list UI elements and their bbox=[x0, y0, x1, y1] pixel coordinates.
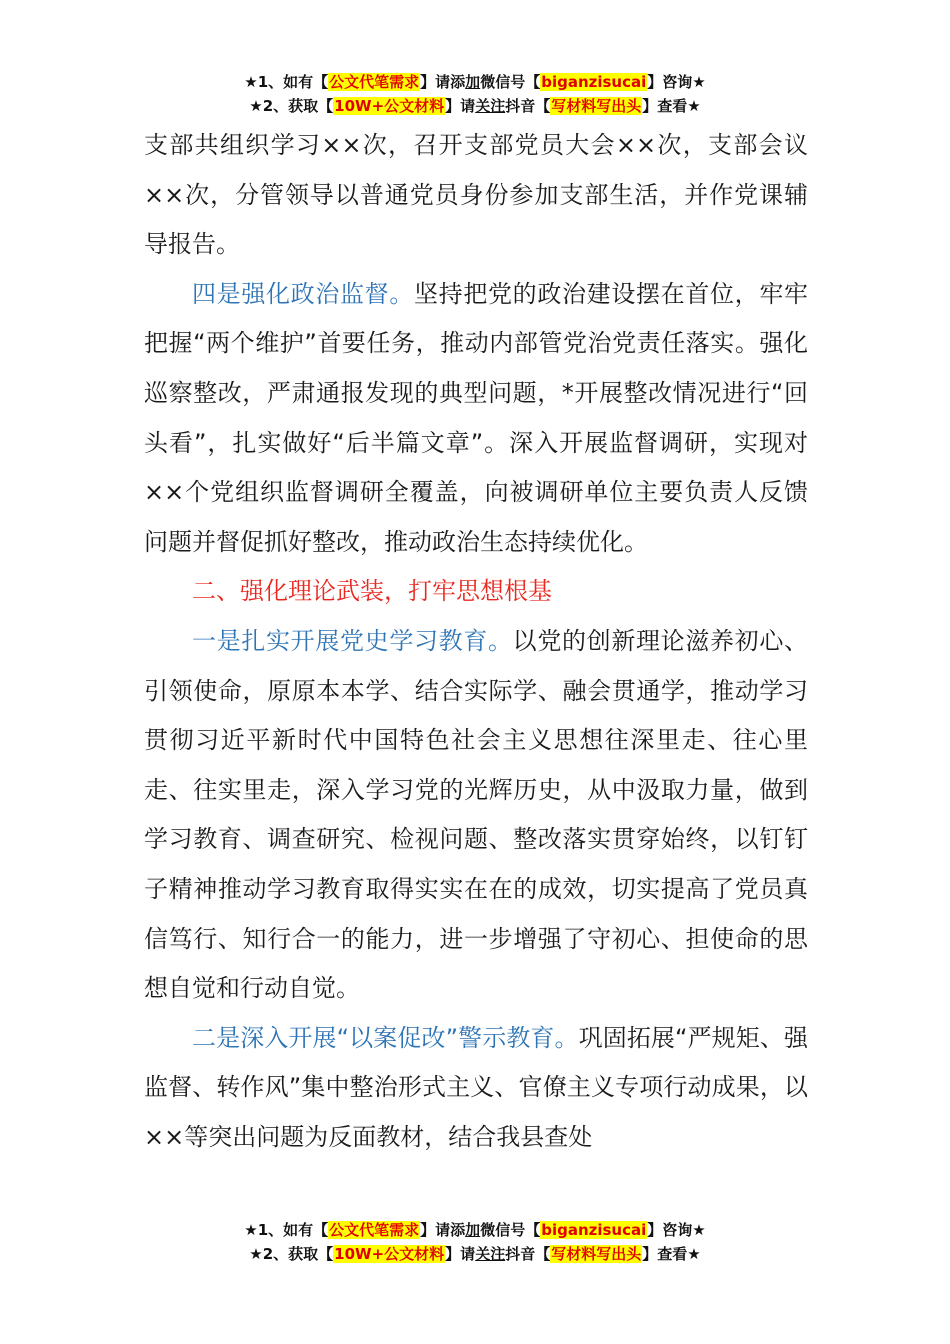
star-icon: ★ bbox=[249, 97, 263, 115]
banner-line-2: ★2、获取【10W+公文材料】请关注抖音【写材料写出头】查看★ bbox=[249, 1245, 701, 1263]
star-icon: ★ bbox=[692, 1221, 706, 1239]
star-icon: ★ bbox=[687, 1245, 701, 1263]
highlight-wechat-id: biganzisucai bbox=[541, 1221, 647, 1239]
star-icon: ★ bbox=[692, 73, 706, 91]
star-icon: ★ bbox=[244, 73, 258, 91]
highlight-materials: 10W+公文材料 bbox=[334, 97, 445, 115]
highlight-wechat-id: biganzisucai bbox=[541, 73, 647, 91]
document-body bbox=[144, 121, 808, 1162]
banner-line-1: ★1、如有【公文代笔需求】请添加微信号【biganzisucai】咨询★ bbox=[244, 73, 706, 91]
banner-line-2: ★2、获取【10W+公文材料】请关注抖音【写材料写出头】查看★ bbox=[249, 97, 701, 115]
paragraph-heading: 四是强化政治监督。 bbox=[192, 279, 414, 308]
header-banner bbox=[0, 70, 950, 118]
highlight-douyin-account: 写材料写出头 bbox=[551, 97, 642, 115]
highlight-douyin-account: 写材料写出头 bbox=[551, 1245, 642, 1263]
footer-banner bbox=[0, 1218, 950, 1266]
star-icon: ★ bbox=[687, 97, 701, 115]
highlight-writing-service: 公文代笔需求 bbox=[329, 73, 420, 91]
star-icon: ★ bbox=[249, 1245, 263, 1263]
highlight-writing-service: 公文代笔需求 bbox=[329, 1221, 420, 1239]
highlight-materials: 10W+公文材料 bbox=[334, 1245, 445, 1263]
paragraph-3: 一是扎实开展党史学习教育。以党的创新理论滋养初心、引领使命，原原本本学、结合实际学、融会贯通学，推动学习贯彻习近平新时代中国特色社会主义思想往深里走、往心里走、往实里走，深入学习党的光辉历史，从中汲取力量，做到学习教育、调查研究、检视问题、整改落实贯穿始终，以钉钉子精神推动学习教育取得实实在在的成效，切实提高了党员真信笃行、知行合一的能力，进一步增强了守初心、担使命的思想自觉和行动自觉。 bbox=[144, 626, 809, 1003]
paragraph-heading: 一是扎实开展党史学习教育。 bbox=[192, 626, 513, 655]
star-icon: ★ bbox=[244, 1221, 258, 1239]
paragraph-1: 支部共组织学习××次，召开支部党员大会××次，支部会议××次，分管领导以普通党员身份参加支部生活，并作党课辅导报告。 bbox=[144, 131, 808, 259]
paragraph-4: 二是深入开展“以案促改”警示教育。巩固拓展“严规矩、强监督、转作风”集中整治形式主义、官僚主义专项行动成果，以××等突出问题为反面教材，结合我县查处 bbox=[144, 1023, 808, 1151]
section-title: 二、强化理论武装，打牢思想根基 bbox=[192, 577, 552, 606]
paragraph-2: 四是强化政治监督。坚持把党的政治建设摆在首位，牢牢把握“两个维护”首要任务，推动内部管党治党责任落实。强化巡察整改，严肃通报发现的典型问题，*开展整改情况进行“回头看”，扎实做好“后半篇文章”。深入开展监督调研，实现对××个党组织监督调研全覆盖，向被调研单位主要负责人反馈问题并督促抓好整改，推动政治生态持续优化。 bbox=[144, 279, 808, 556]
banner-line-1: ★1、如有【公文代笔需求】请添加微信号【biganzisucai】咨询★ bbox=[244, 1221, 706, 1239]
paragraph-heading: 二是深入开展“以案促改”警示教育。 bbox=[192, 1023, 579, 1052]
